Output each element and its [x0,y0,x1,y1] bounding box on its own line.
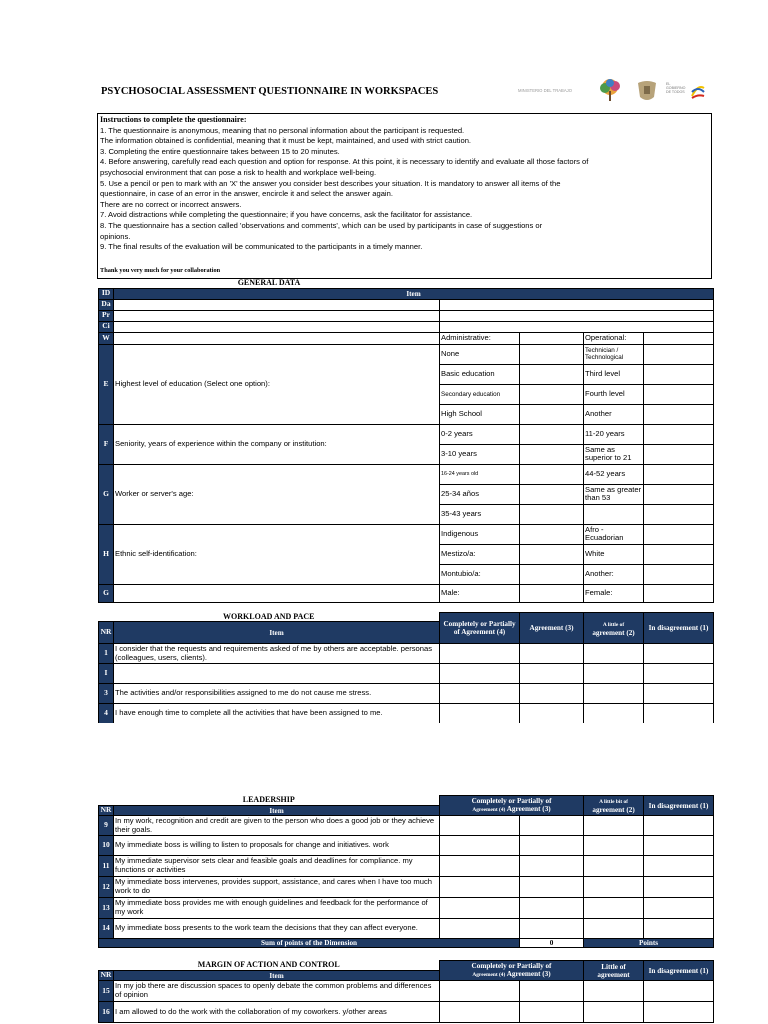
option-label: Another [584,404,644,424]
answer-box[interactable] [440,704,520,723]
option-box[interactable] [520,384,584,404]
option-box[interactable] [520,424,584,444]
answer-box[interactable] [440,836,520,856]
column-header: Completely or Partially of Agreement (4) [440,613,520,644]
option-box[interactable] [520,332,584,344]
question-text: In my work, recognition and credit are given to the person who does a good job or they achieve their goals. [114,816,440,836]
option-box[interactable] [520,564,584,584]
item-header: Item [114,971,440,981]
option-label: 35-43 years [440,504,520,524]
answer-box[interactable] [520,816,584,836]
answer-box[interactable] [584,644,644,664]
question-label: Worker or server's age: [114,464,440,524]
nr-header: NR [99,806,114,816]
option-box[interactable] [520,544,584,564]
option-box[interactable] [644,524,714,544]
answer-cell [114,332,440,344]
answer-box[interactable] [644,856,714,877]
instruction-line: 4. Before answering, carefully read each question and option for response. At this point, it is necessary to identify and evaluate all those factors of [100,157,589,167]
answer-box[interactable] [440,856,520,877]
question-text: I have enough time to complete all the activities that have been assigned to me. [114,704,440,723]
leadership-table [98,795,714,948]
row-code: G [99,464,114,524]
item-header: Item [114,288,714,299]
row-number: 12 [99,877,114,898]
answer-box[interactable] [440,644,520,664]
column-header [584,796,644,816]
answer-box[interactable] [644,919,714,939]
option-label: 3-10 years [440,444,520,464]
row-number: 16 [99,1002,114,1023]
answer-box[interactable] [644,898,714,919]
option-box[interactable] [644,404,714,424]
answer-box[interactable] [584,981,644,1002]
answer-cell[interactable] [114,310,440,321]
logo-area [518,76,708,106]
answer-box[interactable] [644,644,714,664]
option-box[interactable] [644,464,714,484]
option-label: Female: [584,584,644,602]
option-box[interactable] [644,504,714,524]
column-header [440,796,584,816]
answer-box[interactable] [644,816,714,836]
answer-box[interactable] [520,898,584,919]
answer-box[interactable] [440,981,520,1002]
column-header [584,961,644,981]
answer-box[interactable] [644,877,714,898]
page-title: PSYCHOSOCIAL ASSESSMENT QUESTIONNAIRE IN WORKSPACES [101,86,439,97]
row-number: 1 [99,644,114,664]
instruction-line: opinions. [100,231,131,241]
question-text: My immediate boss presents to the work team the decisions that they can affect everyone. [114,919,440,939]
sum-value: 0 [520,939,584,948]
option-box[interactable] [520,404,584,424]
question-text [114,664,440,684]
row-number: 11 [99,856,114,877]
column-header-line: agreement (2) [592,806,635,814]
answer-box[interactable] [520,877,584,898]
option-box[interactable] [520,344,584,364]
option-label: Another: [584,564,644,584]
column-header: In disagreement (1) [644,796,714,816]
option-box[interactable] [644,584,714,602]
answer-box[interactable] [520,919,584,939]
option-box[interactable] [520,524,584,544]
instruction-line: 9. The final results of the evaluation will be communicated to the participants in a timely manner. [100,242,423,252]
row-number: 15 [99,981,114,1002]
answer-box[interactable] [584,919,644,939]
answer-box[interactable] [440,1002,520,1023]
instructions-heading: Instructions to complete the questionnaire: [100,115,247,124]
option-label: None [440,344,520,364]
instruction-line: The information obtained is confidential, meaning that it must be kept, maintained, and used with strict caution. [100,136,472,146]
answer-box[interactable] [644,704,714,723]
row-code: E [99,344,114,424]
answer-box[interactable] [584,877,644,898]
option-box[interactable] [520,484,584,504]
answer-box[interactable] [644,684,714,704]
points-label: Points [584,939,714,948]
tree-logo-icon [594,78,626,104]
column-header: In disagreement (1) [644,613,714,644]
answer-box[interactable] [584,704,644,723]
row-code: G [99,584,114,602]
nr-header: NR [99,622,114,644]
option-box[interactable] [644,344,714,364]
row-code: H [99,524,114,584]
sum-label: Sum of points of the Dimension [99,939,520,948]
option-box[interactable] [520,444,584,464]
option-label: White [584,544,644,564]
option-box[interactable] [644,444,714,464]
answer-box[interactable] [440,816,520,836]
answer-box[interactable] [440,684,520,704]
instruction-line: There are no correct or incorrect answers. [100,199,242,209]
government-logo-text: EL GOBIERNO DE TODOS [666,82,686,94]
instruction-line: 3. Completing the entire questionnaire takes between 15 to 20 minutes. [100,146,340,156]
column-header-line: Agreement (3) [506,970,551,978]
option-label: Fourth level [584,384,644,404]
option-box[interactable] [644,384,714,404]
option-box[interactable] [644,544,714,564]
section-title: LEADERSHIP [99,796,440,806]
general-data-table [98,279,714,603]
answer-box[interactable] [440,664,520,684]
row-number: 13 [99,898,114,919]
government-swirl-icon [690,82,706,100]
column-header-line: Agreement (4) [472,972,506,978]
instruction-line: 7. Avoid distractions while completing the questionnaire; if you have concerns, ask the facilitator for assistance. [100,210,473,220]
option-label [584,504,644,524]
option-label: Mestizo/a: [440,544,520,564]
instruction-line: 5. Use a pencil or pen to mark with an 'X' the answer you consider best describes your situation. It is mandatory to answer all items of the [100,178,561,188]
option-box[interactable] [520,584,584,602]
row-number: 10 [99,836,114,856]
instruction-line: psychosocial environment that can pose a risk to health and workplace well-being. [100,167,377,177]
column-header-line: A little bit of [599,799,628,805]
instruction-line: questionnaire, in case of an error in the answer, encircle it and select the answer again. [100,189,393,199]
column-header-line: Completely or Partially of [471,797,552,805]
item-header: Item [114,622,440,644]
option-label: 25-34 años [440,484,520,504]
option-box[interactable] [644,424,714,444]
row-number: I [99,664,114,684]
option-label: Male: [440,584,520,602]
option-label: High School [440,404,520,424]
coat-of-arms-icon [634,79,660,105]
instruction-line: 1. The questionnaire is anonymous, meaning that no personal information about the participant is requested. [100,125,465,135]
question-text: My immediate boss provides me with enough guidelines and feedback for the performance of my work [114,898,440,919]
answer-cell[interactable] [114,299,440,310]
answer-box[interactable] [520,836,584,856]
answer-cell[interactable] [440,310,714,321]
workload-clip [98,612,714,723]
question-text: In my job there are discussion spaces to openly debate the common problems and differences of opinion [114,981,440,1002]
section-title: GENERAL DATA [99,279,440,288]
answer-box[interactable] [584,898,644,919]
option-box[interactable] [644,364,714,384]
column-header [584,613,644,644]
option-label: Afro - Ecuadorian [584,524,644,544]
option-label: Third level [584,364,644,384]
option-label: Secondary education [440,384,520,404]
answer-box[interactable] [584,836,644,856]
column-header-line: A little of [602,621,625,628]
answer-cell [114,584,440,602]
question-text: The activities and/or responsibilities assigned to me do not cause me stress. [114,684,440,704]
question-text: My immediate supervisor sets clear and feasible goals and deadlines for compliance. my functions or activities [114,856,440,877]
answer-box[interactable] [520,664,584,684]
option-box[interactable] [520,464,584,484]
question-text: My immediate boss is willing to listen to proposals for change and initiatives. work [114,836,440,856]
row-code: Pr [99,310,114,321]
question-label: Seniority, years of experience within the company or institution: [114,424,440,464]
answer-cell[interactable] [114,321,440,332]
column-header-line: Little of [601,962,626,971]
answer-box[interactable] [520,856,584,877]
option-label: 11-20 years [584,424,644,444]
option-label: Montubio/a: [440,564,520,584]
answer-box[interactable] [520,644,584,664]
answer-box[interactable] [644,836,714,856]
row-code: W [99,332,114,344]
answer-box[interactable] [440,898,520,919]
answer-box[interactable] [584,816,644,836]
option-box[interactable] [520,364,584,384]
answer-box[interactable] [440,877,520,898]
answer-box[interactable] [644,981,714,1002]
column-header-line: Agreement (4) [472,807,506,813]
option-label: Indigenous [440,524,520,544]
item-header: Item [114,806,440,816]
id-header: ID [99,288,114,299]
option-label: Technician / Technological [584,344,644,364]
column-header-line: Completely or Partially of [471,962,552,970]
thanks-note: Thank you very much for your collaboration [100,267,221,274]
answer-box[interactable] [520,704,584,723]
column-header [440,961,584,981]
answer-box[interactable] [520,1002,584,1023]
answer-box[interactable] [644,664,714,684]
row-number: 4 [99,704,114,723]
option-label: Administrative: [440,332,520,344]
row-code: Ci [99,321,114,332]
instruction-line: 8. The questionnaire has a section called 'observations and comments', which can be used by participants in case of suggestions or [100,220,543,230]
row-number: 9 [99,816,114,836]
answer-box[interactable] [440,919,520,939]
answer-box[interactable] [520,684,584,704]
option-box[interactable] [520,504,584,524]
column-header-line: agreement [597,970,630,979]
answer-box[interactable] [584,1002,644,1023]
nr-header: NR [99,971,114,981]
column-header-line: agreement (2) [592,628,635,637]
answer-box[interactable] [584,856,644,877]
answer-box[interactable] [584,684,644,704]
row-number: 14 [99,919,114,939]
question-text: I consider that the requests and requirements asked of me by others are acceptable. personas (colleagues, users, clients). [114,644,440,664]
instructions [100,115,660,253]
answer-cell[interactable] [440,321,714,332]
option-box[interactable] [644,564,714,584]
ministry-logo-text: MINISTERIO DEL TRABAJO [518,88,572,93]
section-title: MARGIN OF ACTION AND CONTROL [99,961,440,971]
margin-table [98,960,714,1023]
option-label: Basic education [440,364,520,384]
row-code: Da [99,299,114,310]
column-header: In disagreement (1) [644,961,714,981]
section-title: WORKLOAD AND PACE [99,613,440,622]
question-label: Highest level of education (Select one option): [114,344,440,424]
row-number: 3 [99,684,114,704]
column-header: Agreement (3) [520,613,584,644]
workload-table [98,612,714,723]
answer-box[interactable] [644,1002,714,1023]
question-text: My immediate boss intervenes, provides support, assistance, and cares when I have too much work to do [114,877,440,898]
question-text: I am allowed to do the work with the collaboration of my coworkers. y/other areas [114,1002,440,1023]
option-label: 0-2 years [440,424,520,444]
option-label: Operational: [584,332,644,344]
margin-clip [98,960,714,1024]
option-label: 44-52 years [584,464,644,484]
option-label: Same as superior to 21 [584,444,644,464]
option-box[interactable] [644,484,714,504]
answer-cell[interactable] [440,299,714,310]
option-label: 16-24 years old [440,464,520,484]
question-label: Ethnic self-identification: [114,524,440,584]
answer-box[interactable] [584,664,644,684]
answer-box[interactable] [520,981,584,1002]
row-code: F [99,424,114,464]
column-header-line: Agreement (3) [506,805,551,813]
option-box[interactable] [644,332,714,344]
option-label: Same as greater than 53 [584,484,644,504]
